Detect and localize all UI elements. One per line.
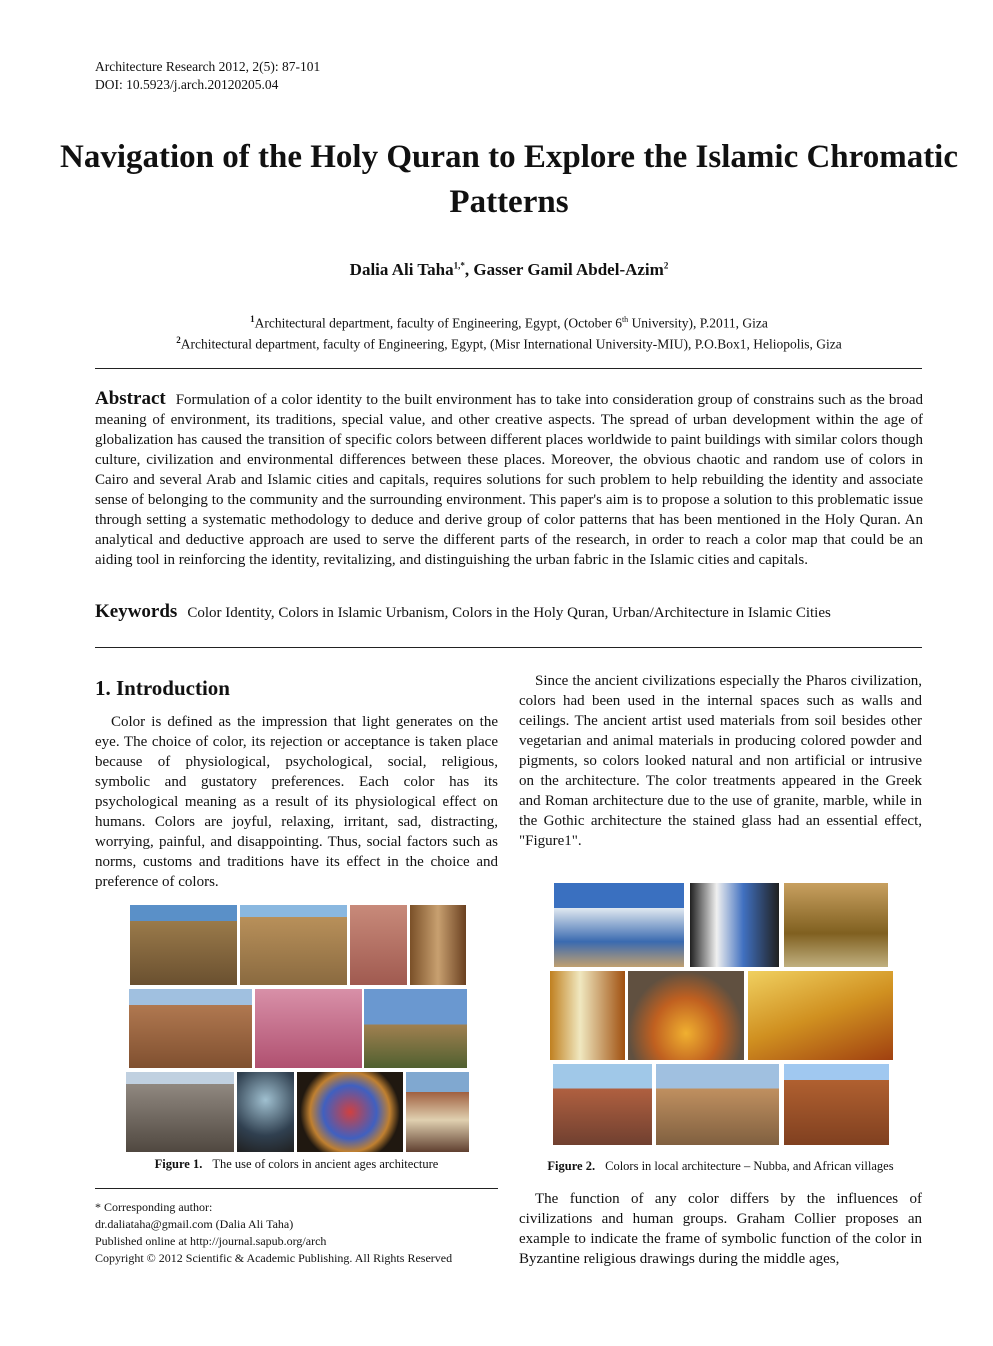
keywords-text: Color Identity, Colors in Islamic Urbanism, Colors in the Holy Quran, Urban/Architecture in Islamic Cities	[187, 605, 831, 621]
paragraph: The function of any color differs by the influences of civilizations and human groups. Graham Collier proposes an example to indicate the frame of symbolic function of the color in Byzantine religious drawings during the middle ages,	[519, 1191, 922, 1267]
caption-text: The use of colors in ancient ages architecture	[212, 1157, 439, 1171]
affil-th: th	[621, 315, 629, 324]
footnote	[95, 1199, 452, 1267]
figure-image	[350, 905, 407, 985]
authors	[0, 260, 993, 280]
author-2: Gasser Gamil Abdel-Azim	[473, 260, 664, 279]
figure-image	[237, 1072, 294, 1152]
affiliation-1	[0, 311, 993, 332]
figure-image	[297, 1072, 403, 1152]
affil-sup: 2	[176, 334, 181, 345]
figure-2-caption	[519, 1159, 922, 1174]
affil-text: Architectural department, faculty of Engineering, Egypt, (October 6	[254, 315, 622, 331]
figure-image	[129, 989, 252, 1068]
figure-image	[690, 883, 779, 967]
figure-1-caption	[95, 1157, 498, 1172]
figure-image	[364, 989, 467, 1068]
right-column-cont	[519, 1189, 922, 1269]
figure-image	[550, 971, 625, 1060]
figure-label: Figure 2.	[547, 1159, 596, 1173]
figure-image	[130, 905, 237, 985]
right-column	[519, 671, 922, 851]
figure-image	[255, 989, 362, 1068]
figure-image	[410, 905, 466, 985]
caption-text: Colors in local architecture – Nubba, and African villages	[605, 1159, 894, 1173]
figure-image	[126, 1072, 234, 1152]
figure-image	[656, 1064, 779, 1145]
affil-text: Architectural department, faculty of Engineering, Egypt, (Misr International University-MIU), P.O.Box1, Heliopolis, Giza	[180, 336, 842, 351]
figure-image	[554, 883, 684, 967]
paragraph: Color is defined as the impression that light generates on the eye. The choice of color, its rejection or acceptance is taken place because of physiological, psychological, social, religious, symbolic and gustatory preferences. Each color has its psychological meaning as a result of its physiological effect on humans. Colors are joyful, relaxing, irritant, sad, distracting, worrying, painful, and disappointing. Thus, social factors such as norms, customs and traditions have its effect in the choice and preference of colors.	[95, 714, 498, 890]
section-heading: 1. Introduction	[95, 676, 230, 700]
keywords-label: Keywords	[95, 601, 178, 622]
journal-header	[95, 58, 320, 94]
figure-image	[784, 883, 888, 967]
figure-image	[784, 1064, 889, 1145]
keywords	[95, 601, 923, 623]
figure-image	[553, 1064, 652, 1145]
abstract-text: Formulation of a color identity to the built environment has to take into consideration group of constrains such as the broad meaning of environment, its traditions, special value, and other creative aspects. The spread of urban development within the age of globalization has caused the transition of specific colors between different places worldwide to paint buildings with similar colors though culture, civilization and environmental differences between these places. Moreover, the obvious chaotic and random use of colors in Cairo and several Arab and Islamic cities and capitals, requires solutions for such problem to help rebuilding the identity and associate sense of belonging to the community and the surrounding environment. This paper's aim is to propose a solution to this problematic issue through setting a systematic methodology to deduce and derive group of color patterns that has been mentioned in the Holy Quran. An analytical and deductive approach are used to serve the different parts of the research, in order to reach a color map that could be an aiding tool in reinforcing the identity, revitalizing, and distinguishing the urban fabric in the Islamic cities and capitals.	[95, 392, 923, 568]
figure-label: Figure 1.	[154, 1157, 203, 1171]
divider	[95, 368, 922, 369]
figure-image	[406, 1072, 469, 1152]
affiliation-2	[0, 332, 993, 353]
abstract	[95, 389, 923, 570]
left-column	[95, 678, 498, 892]
author-2-sup: 2	[663, 260, 669, 271]
affil-sup: 1	[250, 314, 255, 324]
figure-image	[748, 971, 893, 1060]
abstract-label: Abstract	[95, 388, 166, 409]
journal-citation: Architecture Research 2012, 2(5): 87-101	[95, 59, 321, 74]
affiliations	[0, 311, 993, 352]
footnote-line: * Corresponding author:	[95, 1200, 213, 1214]
footnote-email[interactable]: dr.daliataha@gmail.com (Dalia Ali Taha)	[95, 1217, 294, 1231]
figure-image	[240, 905, 347, 985]
affil-rest: University), P.2011, Giza	[628, 315, 768, 331]
doi: DOI: 10.5923/j.arch.20120205.04	[95, 77, 279, 92]
footnote-divider	[95, 1188, 498, 1189]
author-1-sup: 1,*	[453, 260, 465, 271]
paper-title: Navigation of the Holy Quran to Explore the Islamic Chromatic Patterns	[60, 139, 958, 220]
footnote-url[interactable]: Published online at http://journal.sapub.org/arch	[95, 1234, 327, 1248]
figure-image	[628, 971, 744, 1060]
author-sep: ,	[464, 260, 474, 279]
divider	[95, 647, 922, 648]
paragraph: Since the ancient civilizations especially the Pharos civilization, colors had been used in the internal spaces such as walls and ceilings. The ancient artist used materials from soil besides other vegetarian and animal materials in producing colored powder and pigments, so colors looked natural and non artificial or intrusive on the architecture. The color treatments appeared in the Greek and Roman architecture due to the use of granite, marble, while in the Gothic architecture the stained glass had an essential effect, "Figure1".	[519, 673, 922, 849]
footnote-copyright: Copyright © 2012 Scientific & Academic Publishing. All Rights Reserved	[95, 1251, 453, 1265]
author-1: Dalia Ali Taha	[349, 260, 454, 279]
